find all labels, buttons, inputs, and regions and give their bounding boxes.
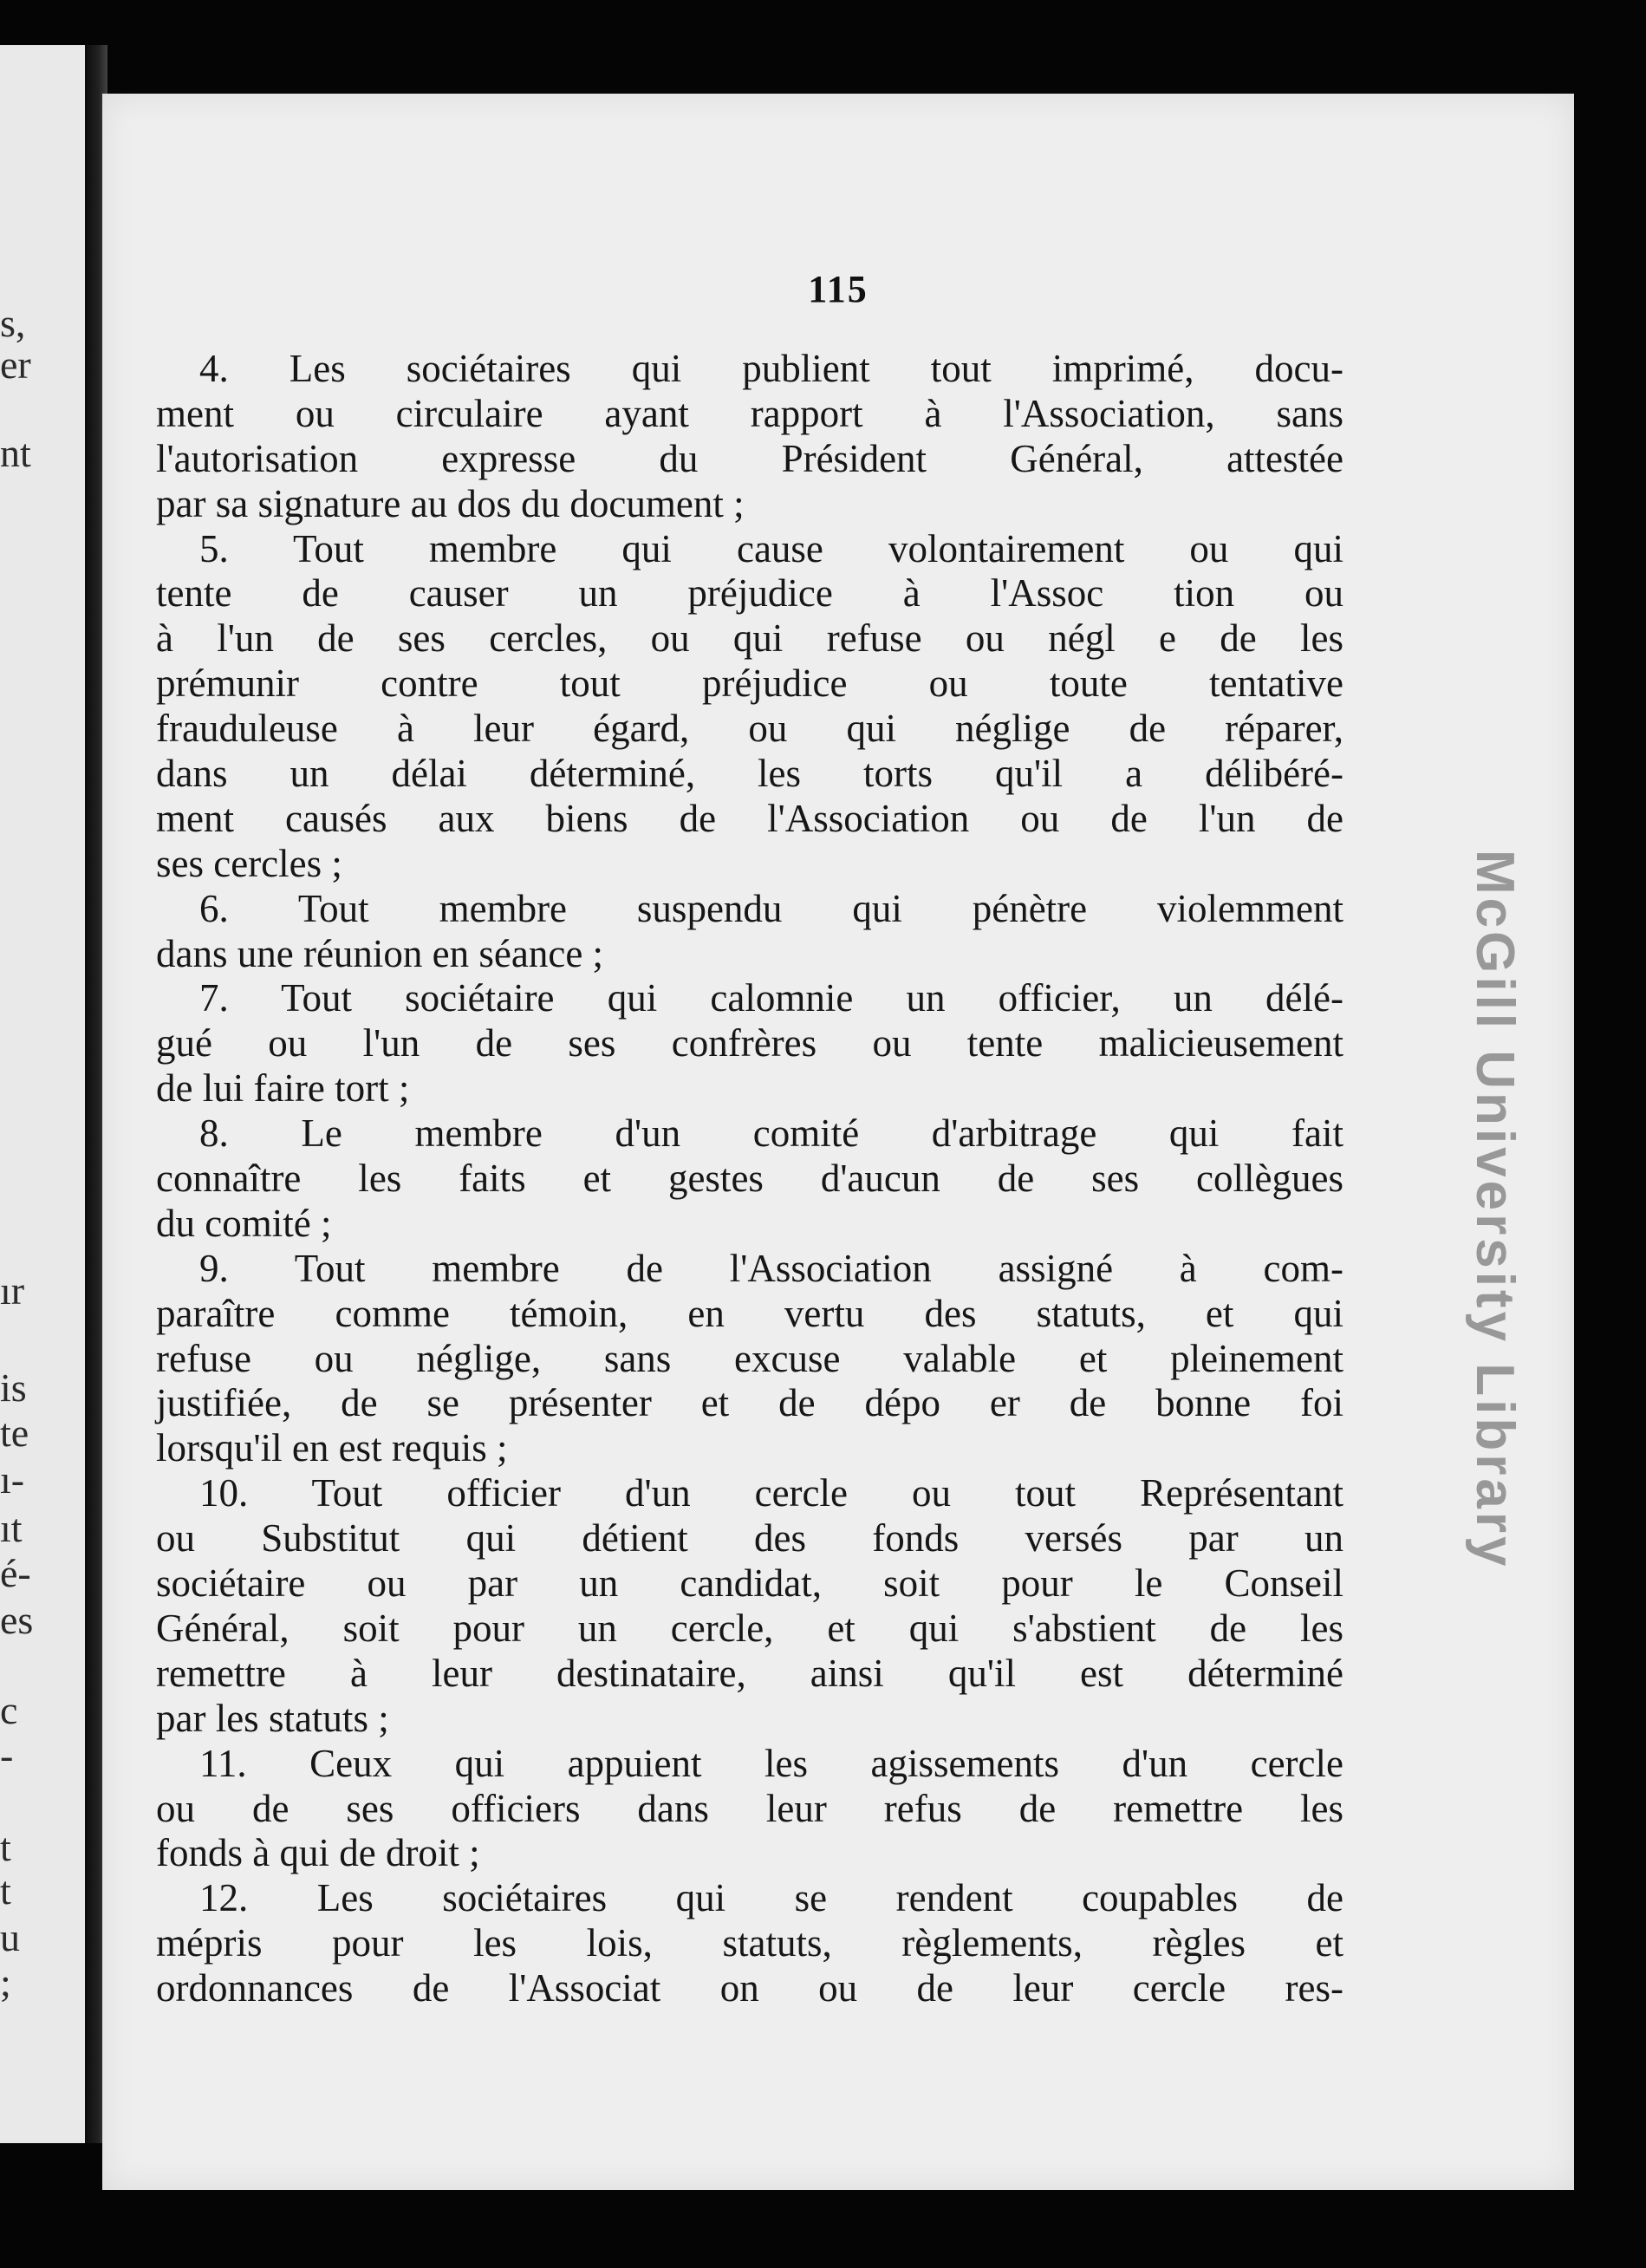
previous-page-text-fragment: ır — [0, 1268, 25, 1313]
text-line: connaître les faits et gestes d'aucun de ses collègues — [156, 1157, 1343, 1201]
previous-page-text-fragment: ; — [0, 1960, 11, 2004]
previous-page-text-fragment: ı- — [0, 1457, 25, 1502]
text-line: mépris pour les lois, statuts, règlements, règles et — [156, 1921, 1343, 1965]
text-line: ou Substitut qui détient des fonds versés par un — [156, 1516, 1343, 1561]
library-stamp: McGill University Library — [1465, 850, 1525, 1570]
previous-page-text-fragment: - — [0, 1733, 14, 1777]
previous-page-text-fragment: te — [0, 1411, 29, 1455]
text-line: par les statuts ; — [156, 1696, 389, 1740]
text-line: frauduleuse à leur égard, ou qui néglige de réparer, — [156, 707, 1343, 751]
previous-page-text-fragment: t — [0, 1868, 11, 1913]
previous-page-text-fragment: u — [0, 1915, 20, 1959]
previous-page-text-fragment: c — [0, 1688, 18, 1732]
text-line: 11. Ceux qui appuient les agissements d'un cercle — [199, 1741, 1343, 1785]
text-line: lorsqu'il en est requis ; — [156, 1426, 508, 1470]
text-line: du comité ; — [156, 1201, 332, 1245]
text-line: prémunir contre tout préjudice ou toute tentative — [156, 662, 1343, 706]
previous-page-text-fragment: t — [0, 1825, 11, 1869]
text-line: 4. Les sociétaires qui publient tout imprimé, docu- — [199, 347, 1343, 390]
text-line: 7. Tout sociétaire qui calomnie un officier, un délé- — [199, 976, 1343, 1020]
text-line: 5. Tout membre qui cause volontairement ou qui — [199, 526, 1343, 570]
text-line: remettre à leur destinataire, ainsi qu'il est déterminé — [156, 1651, 1343, 1695]
book-page — [102, 94, 1574, 2190]
scan-border-bottom — [0, 2190, 1646, 2268]
scan-border-right — [1576, 45, 1646, 2268]
previous-page-text-fragment: es — [0, 1598, 34, 1642]
text-line: tente de causer un préjudice à l'Assoc tion ou — [156, 571, 1343, 616]
text-line: l'autorisation expresse du Président Général, attestée — [156, 436, 1343, 480]
previous-page-text-fragment: is — [0, 1365, 27, 1410]
page-body-text — [156, 347, 1343, 2011]
text-line: Général, soit pour un cercle, et qui s'abstient de les — [156, 1606, 1343, 1650]
text-line: à l'un de ses cercles, ou qui refuse ou négl e de les — [156, 616, 1343, 661]
previous-page-text-fragment: é- — [0, 1551, 31, 1595]
text-line: 9. Tout membre de l'Association assigné à com- — [199, 1246, 1343, 1290]
text-line: par sa signature au dos du document ; — [156, 481, 745, 525]
text-line: paraître comme témoin, en vertu des statuts, et qui — [156, 1291, 1343, 1335]
text-line: 12. Les sociétaires qui se rendent coupables de — [199, 1876, 1343, 1920]
text-line: 8. Le membre d'un comité d'arbitrage qui fait — [199, 1111, 1343, 1156]
text-line: ordonnances de l'Associat on ou de leur cercle res- — [156, 1966, 1343, 2011]
text-line: 10. Tout officier d'un cercle ou tout Représentant — [199, 1471, 1343, 1515]
text-line: ou de ses officiers dans leur refus de remettre les — [156, 1786, 1343, 1830]
previous-page-text-fragment: s, — [0, 301, 26, 345]
text-line: refuse ou néglige, sans excuse valable et pleinement — [156, 1336, 1343, 1380]
text-line: ses cercles ; — [156, 841, 342, 885]
text-line: fonds à qui de droit ; — [156, 1831, 480, 1875]
previous-page-text-fragment: nt — [0, 431, 31, 475]
text-line: ment ou circulaire ayant rapport à l'Association, sans — [156, 391, 1343, 435]
previous-page-text-fragment: ıt — [0, 1506, 23, 1550]
text-line: justifiée, de se présenter et de dépo er de bonne foi — [156, 1381, 1343, 1425]
text-line: 6. Tout membre suspendu qui pénètre violemment — [199, 886, 1343, 930]
previous-page-fragment — [0, 45, 87, 2143]
text-line: dans une réunion en séance ; — [156, 931, 604, 975]
text-line: gué ou l'un de ses confrères ou tente malicieusement — [156, 1021, 1343, 1066]
page-number: 115 — [808, 268, 869, 310]
text-line: de lui faire tort ; — [156, 1066, 410, 1111]
text-line: dans un délai déterminé, les torts qu'il a délibéré- — [156, 752, 1343, 796]
scan-border-top — [0, 0, 1646, 45]
text-line: ment causés aux biens de l'Association ou de l'un de — [156, 796, 1343, 840]
text-line: sociétaire ou par un candidat, soit pour le Conseil — [156, 1561, 1343, 1606]
previous-page-text-fragment: er — [0, 342, 31, 387]
